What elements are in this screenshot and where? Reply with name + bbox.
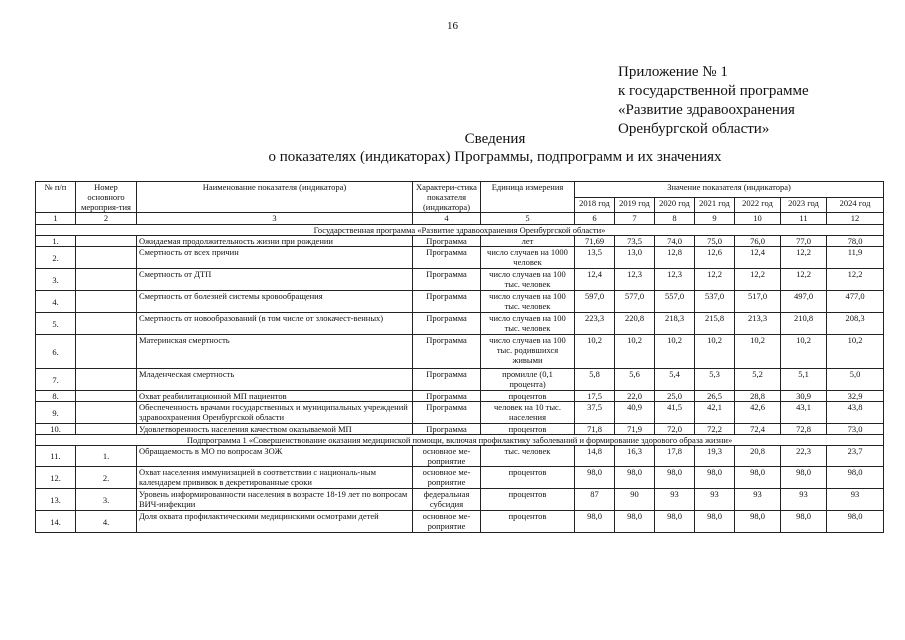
appendix-line: Приложение № 1 xyxy=(618,64,728,80)
indicator-value: 32,9 xyxy=(827,391,884,402)
row-number: 12. xyxy=(36,467,76,489)
indicator-value: 98,0 xyxy=(655,467,695,489)
indicator-value: 42,1 xyxy=(695,402,735,424)
indicator-unit: лет xyxy=(481,236,575,247)
indicator-value: 75,0 xyxy=(695,236,735,247)
indicator-value: 78,0 xyxy=(827,236,884,247)
indicator-value: 220,8 xyxy=(615,313,655,335)
indicator-value: 98,0 xyxy=(781,467,827,489)
indicator-value: 98,0 xyxy=(655,511,695,533)
indicator-value: 93 xyxy=(695,489,735,511)
indicator-value: 43,8 xyxy=(827,402,884,424)
table-row xyxy=(36,369,884,391)
row-number: 13. xyxy=(36,489,76,511)
indicator-characteristic: Программа xyxy=(413,369,481,391)
header-year: 2022 год xyxy=(735,197,781,213)
column-number: 5 xyxy=(481,213,575,225)
row-number: 4. xyxy=(36,291,76,313)
column-number: 3 xyxy=(137,213,413,225)
indicator-value: 42,6 xyxy=(735,402,781,424)
header-year: 2023 год xyxy=(781,197,827,213)
indicator-value: 557,0 xyxy=(655,291,695,313)
measure-number xyxy=(76,247,137,269)
table-row xyxy=(36,335,884,369)
header-measure-no: Номер основного мероприя-тия xyxy=(76,182,137,213)
indicator-characteristic: основное ме-роприятие xyxy=(413,511,481,533)
indicator-value: 10,2 xyxy=(781,335,827,369)
indicator-value: 12,4 xyxy=(735,247,781,269)
measure-number xyxy=(76,402,137,424)
header-year: 2024 год xyxy=(827,197,884,213)
column-numbers-row xyxy=(36,213,884,225)
measure-number xyxy=(76,424,137,435)
row-number: 6. xyxy=(36,335,76,369)
indicator-value: 37,5 xyxy=(575,402,615,424)
header-year: 2019 год xyxy=(615,197,655,213)
indicator-unit: процентов xyxy=(481,391,575,402)
indicator-value: 71,8 xyxy=(575,424,615,435)
indicator-value: 13,0 xyxy=(615,247,655,269)
header-name: Наименование показателя (индикатора) xyxy=(137,182,413,213)
table-row xyxy=(36,424,884,435)
indicator-value: 20,8 xyxy=(735,446,781,467)
measure-number xyxy=(76,236,137,247)
section-state-program xyxy=(36,225,884,236)
indicator-value: 10,2 xyxy=(695,335,735,369)
indicator-value: 22,0 xyxy=(615,391,655,402)
indicator-name: Младенческая смертность xyxy=(137,369,413,391)
measure-number: 4. xyxy=(76,511,137,533)
measure-number: 2. xyxy=(76,467,137,489)
measure-number xyxy=(76,269,137,291)
indicator-value: 26,5 xyxy=(695,391,735,402)
indicator-value: 10,2 xyxy=(575,335,615,369)
column-number: 2 xyxy=(76,213,137,225)
indicator-value: 98,0 xyxy=(615,467,655,489)
indicator-value: 218,3 xyxy=(655,313,695,335)
indicator-unit: число случаев на 100 тыс. человек xyxy=(481,291,575,313)
indicator-value: 73,0 xyxy=(827,424,884,435)
indicator-unit: человек на 10 тыс. населения xyxy=(481,402,575,424)
indicator-value: 30,9 xyxy=(781,391,827,402)
document-title: Сведения xyxy=(464,131,526,147)
header-year: 2020 год xyxy=(655,197,695,213)
appendix-line: к государственной программе xyxy=(618,83,809,99)
indicator-value: 40,9 xyxy=(615,402,655,424)
indicator-value: 12,4 xyxy=(575,269,615,291)
indicator-unit: процентов xyxy=(481,467,575,489)
row-number: 11. xyxy=(36,446,76,467)
indicator-name: Смертность от ДТП xyxy=(137,269,413,291)
indicator-value: 87 xyxy=(575,489,615,511)
indicator-value: 5,8 xyxy=(575,369,615,391)
indicator-value: 71,9 xyxy=(615,424,655,435)
indicator-value: 517,0 xyxy=(735,291,781,313)
column-number: 1 xyxy=(36,213,76,225)
section-subprogram-1-label: Подпрограмма 1 «Совершенствование оказания медицинской помощи, включая профилактику заболеваний и формирование здорового образа жизни» xyxy=(36,435,884,446)
indicator-unit: число случаев на 100 тыс. родившихся живыми xyxy=(481,335,575,369)
indicator-characteristic: Программа xyxy=(413,402,481,424)
indicator-name: Доля охвата профилактическими медицинскими осмотрами детей xyxy=(137,511,413,533)
indicator-name: Смертность от новообразований (в том числе от злокачест-венных) xyxy=(137,313,413,335)
row-number: 9. xyxy=(36,402,76,424)
document-subtitle: о показателях (индикаторах) Программы, подпрограмм и их значениях xyxy=(268,149,722,165)
indicator-value: 11,9 xyxy=(827,247,884,269)
indicator-unit: процентов xyxy=(481,424,575,435)
indicator-name: Ожидаемая продолжительность жизни при рождении xyxy=(137,236,413,247)
table-row xyxy=(36,446,884,467)
indicator-value: 13,5 xyxy=(575,247,615,269)
indicator-value: 28,8 xyxy=(735,391,781,402)
indicator-value: 12,2 xyxy=(827,269,884,291)
header-no: № п/п xyxy=(36,182,76,213)
indicator-unit: число случаев на 100 тыс. человек xyxy=(481,269,575,291)
indicator-value: 12,2 xyxy=(735,269,781,291)
indicator-value: 72,2 xyxy=(695,424,735,435)
row-number: 3. xyxy=(36,269,76,291)
indicator-characteristic: Программа xyxy=(413,247,481,269)
table-row xyxy=(36,511,884,533)
indicator-unit: промилле (0,1 процента) xyxy=(481,369,575,391)
indicator-value: 12,3 xyxy=(615,269,655,291)
page-number: 16 xyxy=(447,20,458,32)
row-number: 5. xyxy=(36,313,76,335)
column-number: 12 xyxy=(827,213,884,225)
measure-number xyxy=(76,391,137,402)
column-number: 10 xyxy=(735,213,781,225)
header-year: 2021 год xyxy=(695,197,735,213)
indicator-name: Материнская смертность xyxy=(137,335,413,369)
indicator-characteristic: основное ме-роприятие xyxy=(413,467,481,489)
indicators-table xyxy=(35,181,884,533)
header-values-group: Значение показателя (индикатора) xyxy=(575,182,884,198)
table-row xyxy=(36,467,884,489)
indicator-value: 537,0 xyxy=(695,291,735,313)
indicator-name: Обращаемость в МО по вопросам ЗОЖ xyxy=(137,446,413,467)
indicator-value: 98,0 xyxy=(695,511,735,533)
indicator-value: 5,4 xyxy=(655,369,695,391)
indicator-value: 93 xyxy=(827,489,884,511)
indicator-value: 10,2 xyxy=(735,335,781,369)
indicator-value: 98,0 xyxy=(827,467,884,489)
measure-number xyxy=(76,313,137,335)
indicator-value: 213,3 xyxy=(735,313,781,335)
indicator-value: 12,6 xyxy=(695,247,735,269)
appendix-note xyxy=(618,63,809,139)
indicator-characteristic: федеральная субсидия xyxy=(413,489,481,511)
header-unit: Единица измерения xyxy=(481,182,575,213)
section-subprogram-1 xyxy=(36,435,884,446)
indicator-name: Смертность от болезней системы кровообращения xyxy=(137,291,413,313)
header-characteristic: Характери-стика показателя (индикатора) xyxy=(413,182,481,213)
indicator-value: 98,0 xyxy=(615,511,655,533)
table-body xyxy=(36,225,884,533)
indicator-unit: число случаев на 100 тыс. человек xyxy=(481,313,575,335)
indicator-name: Охват реабилитационной МП пациентов xyxy=(137,391,413,402)
indicator-value: 90 xyxy=(615,489,655,511)
indicator-value: 14,8 xyxy=(575,446,615,467)
indicator-characteristic: основное ме-роприятие xyxy=(413,446,481,467)
table-row xyxy=(36,247,884,269)
column-number: 11 xyxy=(781,213,827,225)
indicator-characteristic: Программа xyxy=(413,424,481,435)
indicator-characteristic: Программа xyxy=(413,291,481,313)
indicator-name: Обеспеченность врачами государственных и муниципальных учреждений здравоохранения Оренбургской области xyxy=(137,402,413,424)
indicator-value: 98,0 xyxy=(827,511,884,533)
table-row xyxy=(36,291,884,313)
table-row xyxy=(36,402,884,424)
indicator-value: 497,0 xyxy=(781,291,827,313)
row-number: 2. xyxy=(36,247,76,269)
indicator-value: 73,5 xyxy=(615,236,655,247)
indicator-value: 12,2 xyxy=(781,269,827,291)
indicator-value: 72,4 xyxy=(735,424,781,435)
indicator-value: 23,7 xyxy=(827,446,884,467)
indicator-name: Смертность от всех причин xyxy=(137,247,413,269)
appendix-line: «Развитие здравоохранения xyxy=(618,102,795,118)
indicator-characteristic: Программа xyxy=(413,335,481,369)
indicator-value: 12,3 xyxy=(655,269,695,291)
indicator-value: 17,5 xyxy=(575,391,615,402)
indicator-value: 98,0 xyxy=(575,511,615,533)
indicator-value: 71,69 xyxy=(575,236,615,247)
indicator-value: 72,8 xyxy=(781,424,827,435)
indicator-value: 597,0 xyxy=(575,291,615,313)
measure-number xyxy=(76,369,137,391)
column-number: 9 xyxy=(695,213,735,225)
indicator-value: 12,2 xyxy=(695,269,735,291)
indicator-value: 577,0 xyxy=(615,291,655,313)
table-row xyxy=(36,489,884,511)
indicator-value: 98,0 xyxy=(735,467,781,489)
indicator-value: 10,2 xyxy=(827,335,884,369)
indicator-value: 25,0 xyxy=(655,391,695,402)
indicator-value: 10,2 xyxy=(615,335,655,369)
indicator-characteristic: Программа xyxy=(413,236,481,247)
indicator-name: Охват населения иммунизацией в соответствии с националь-ным календарем прививок в декретированные сроки xyxy=(137,467,413,489)
indicator-value: 5,0 xyxy=(827,369,884,391)
indicator-value: 74,0 xyxy=(655,236,695,247)
indicator-value: 223,3 xyxy=(575,313,615,335)
indicator-value: 477,0 xyxy=(827,291,884,313)
table-row xyxy=(36,236,884,247)
indicator-value: 16,3 xyxy=(615,446,655,467)
indicator-name: Уровень информированности населения в возрасте 18-19 лет по вопросам ВИЧ-инфекции xyxy=(137,489,413,511)
table-row xyxy=(36,391,884,402)
measure-number xyxy=(76,335,137,369)
indicator-characteristic: Программа xyxy=(413,313,481,335)
indicator-value: 98,0 xyxy=(695,467,735,489)
indicator-unit: процентов xyxy=(481,489,575,511)
row-number: 8. xyxy=(36,391,76,402)
indicator-value: 93 xyxy=(655,489,695,511)
column-number: 7 xyxy=(615,213,655,225)
indicator-value: 17,8 xyxy=(655,446,695,467)
indicator-value: 41,5 xyxy=(655,402,695,424)
indicator-value: 12,8 xyxy=(655,247,695,269)
indicator-unit: процентов xyxy=(481,511,575,533)
indicator-name: Удовлетворенность населения качеством оказываемой МП xyxy=(137,424,413,435)
indicator-characteristic: Программа xyxy=(413,391,481,402)
column-number: 6 xyxy=(575,213,615,225)
indicator-value: 5,3 xyxy=(695,369,735,391)
row-number: 14. xyxy=(36,511,76,533)
indicator-value: 5,1 xyxy=(781,369,827,391)
indicator-value: 210,8 xyxy=(781,313,827,335)
indicator-value: 19,3 xyxy=(695,446,735,467)
indicator-value: 5,6 xyxy=(615,369,655,391)
measure-number xyxy=(76,291,137,313)
table-row xyxy=(36,313,884,335)
indicator-characteristic: Программа xyxy=(413,269,481,291)
measure-number: 1. xyxy=(76,446,137,467)
indicator-value: 93 xyxy=(781,489,827,511)
indicator-value: 5,2 xyxy=(735,369,781,391)
table-row xyxy=(36,269,884,291)
section-state-program-label: Государственная программа «Развитие здравоохранения Оренбургской области» xyxy=(36,225,884,236)
indicator-value: 76,0 xyxy=(735,236,781,247)
indicator-value: 98,0 xyxy=(575,467,615,489)
header-row xyxy=(36,182,884,198)
appendix-line: Оренбургской области» xyxy=(618,121,770,137)
indicator-value: 215,8 xyxy=(695,313,735,335)
indicator-value: 10,2 xyxy=(655,335,695,369)
indicator-value: 77,0 xyxy=(781,236,827,247)
indicator-value: 98,0 xyxy=(735,511,781,533)
row-number: 1. xyxy=(36,236,76,247)
measure-number: 3. xyxy=(76,489,137,511)
indicator-value: 98,0 xyxy=(781,511,827,533)
indicator-unit: число случаев на 1000 человек xyxy=(481,247,575,269)
indicator-value: 43,1 xyxy=(781,402,827,424)
indicator-value: 208,3 xyxy=(827,313,884,335)
header-year: 2018 год xyxy=(575,197,615,213)
indicator-value: 22,3 xyxy=(781,446,827,467)
column-number: 4 xyxy=(413,213,481,225)
indicator-unit: тыс. человек xyxy=(481,446,575,467)
column-number: 8 xyxy=(655,213,695,225)
indicator-value: 93 xyxy=(735,489,781,511)
indicator-value: 12,2 xyxy=(781,247,827,269)
indicator-value: 72,0 xyxy=(655,424,695,435)
row-number: 7. xyxy=(36,369,76,391)
row-number: 10. xyxy=(36,424,76,435)
